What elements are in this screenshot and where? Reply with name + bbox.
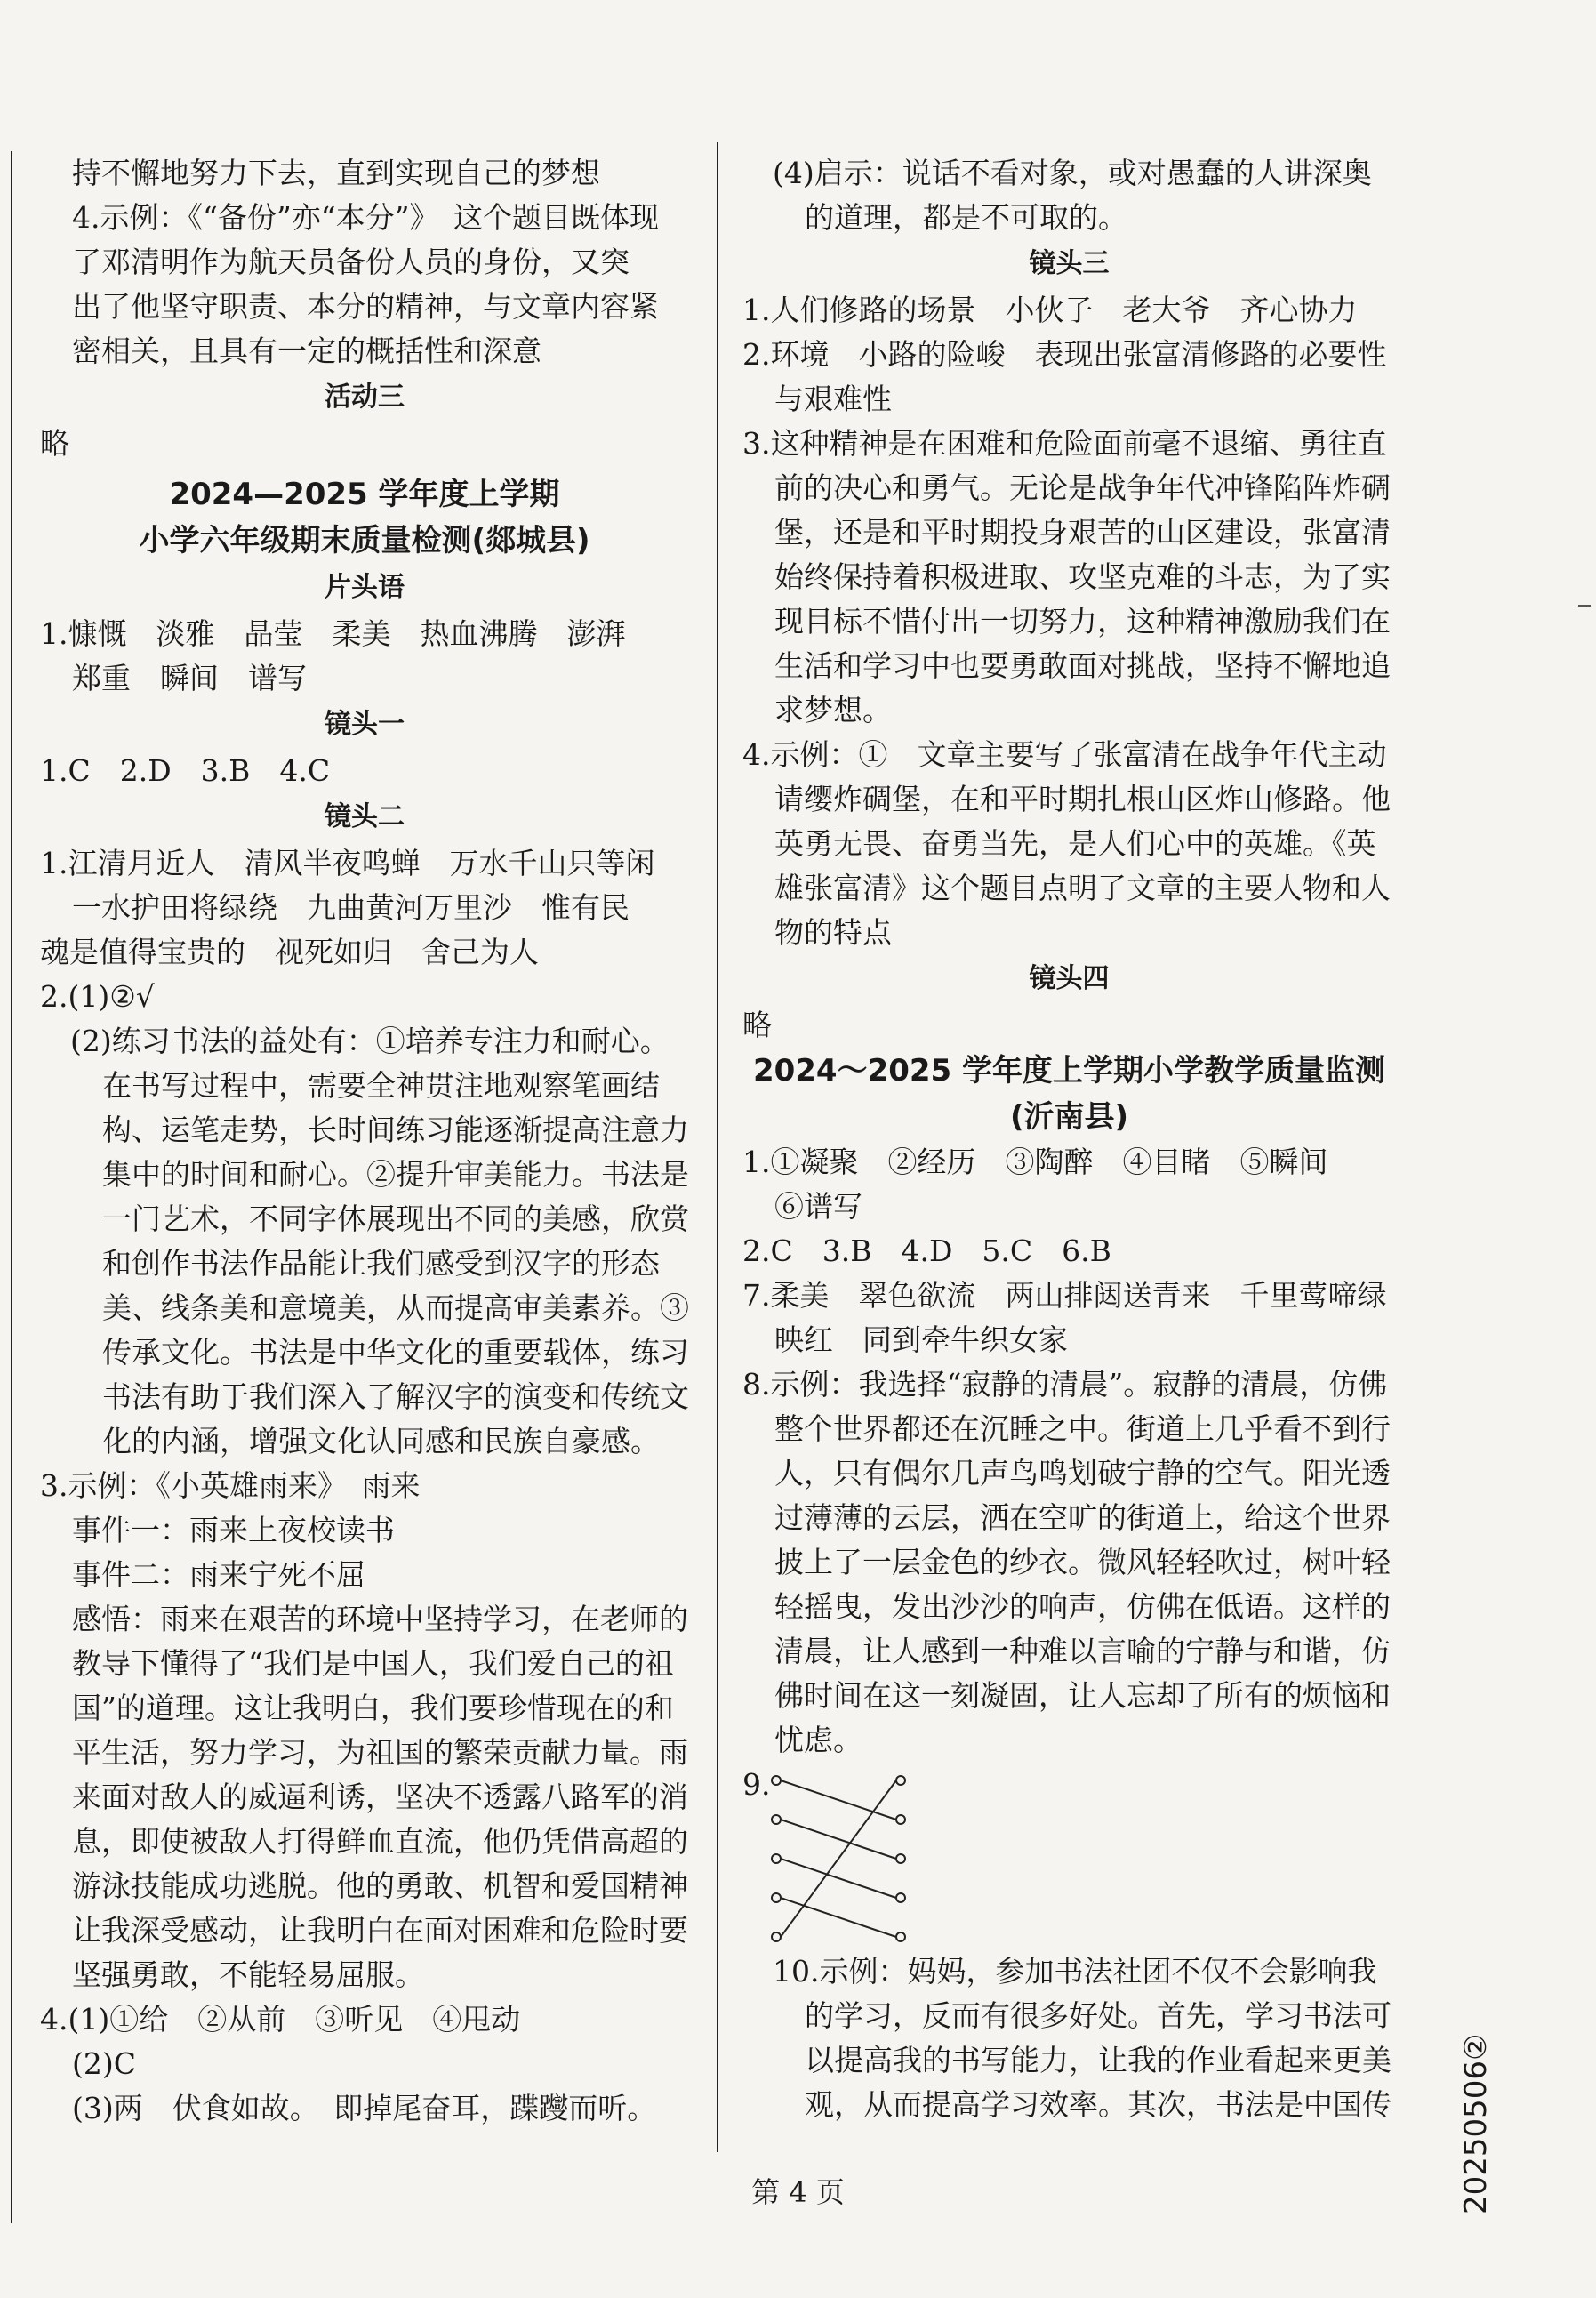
answer-line: 郑重 瞬间 谱写 bbox=[72, 661, 307, 695]
omitted-answer: 略 bbox=[40, 426, 69, 461]
answer-paragraph: 8.示例：我选择“寂静的清晨”。寂静的清晨，仿佛整个世界都还在沉睡之中。街道上几乎看不到行人，只有偶尔几声鸟鸣划破宁静的空气。阳光透过薄薄的云层，洒在空旷的街道上，给这个世界披上了一层金色的纱衣。微风轻轻吹过，树叶轻轻摇曳，发出沙沙的响声，仿佛在低语。这样的清晨，让人感到一种难以言喻的宁静与和谐，仿佛时间在这一刻凝固，让人忘却了所有的烦恼和忧虑。 bbox=[742, 1367, 1391, 1757]
answer-paragraph: 4.示例：① 文章主要写了张富清在战争年代主动请缨炸碉堡，在和平时期扎根山区炸山修路。他英勇无畏、奋勇当先，是人们心中的英雄。《英雄张富清》这个题目点明了文章的主要人物和人物的特点 bbox=[742, 737, 1391, 950]
right-dot-5 bbox=[896, 1932, 905, 1941]
left-margin-line bbox=[11, 151, 12, 2223]
text-line: 了邓清明作为航天员备份人员的身份，又突 bbox=[72, 245, 630, 279]
side-code bbox=[1449, 1957, 1503, 2223]
right-dot-4 bbox=[896, 1893, 905, 1902]
answer-paragraph: 7.柔美 翠色欲流 两山排闼送青来 千里莺啼绿映红 同到牵牛织女家 bbox=[742, 1278, 1387, 1357]
answer-line: 3.示例：《小英雄雨来》 雨来 bbox=[40, 1468, 421, 1503]
answer-line: 2.(1)②√ bbox=[40, 979, 155, 1014]
match-line-2 bbox=[781, 1820, 896, 1859]
section-heading-activity3: 活动三 bbox=[325, 382, 405, 413]
answer-line: 4.(1)①给 ②从前 ③听见 ④甩动 bbox=[40, 2002, 521, 2037]
match-line-1 bbox=[781, 1780, 896, 1820]
answer-line: (2)C bbox=[72, 2046, 136, 2081]
text-line: 出了他坚守职责、本分的精神，与文章内容紧 bbox=[72, 289, 659, 324]
section-heading-shot3: 镜头三 bbox=[1029, 248, 1110, 279]
column-divider bbox=[717, 142, 718, 2152]
edge-mark bbox=[1578, 605, 1591, 607]
answer-line: 魂是值得宝贵的 视死如归 舍己为人 bbox=[40, 935, 539, 969]
answer-paragraph: 3.这种精神是在困难和危险面前毫不退缩、勇往直前的决心和勇气。无论是战争年代冲锋陷阵炸碉堡，还是和平时期投身艰苦的山区建设，张富清始终保持着积极进取、攻坚克难的斗志，为了实现目标不惜付出一切努力，这种精神激励我们在生活和学习中也要勇敢面对挑战，坚持不懈地追求梦想。 bbox=[742, 426, 1391, 727]
exam-title-line1: 2024—2025 学年度上学期 bbox=[169, 477, 560, 512]
question-number: 9. bbox=[742, 1767, 771, 1802]
answer-line: 事件一：雨来上夜校读书 bbox=[72, 1513, 395, 1547]
page-number: 第 4 页 bbox=[751, 2175, 845, 2209]
answer-paragraph: (4)启示：说话不看对象，或对愚蠢的人讲深奥的道理，都是不可取的。 bbox=[773, 156, 1372, 235]
right-dot-2 bbox=[896, 1815, 905, 1824]
matching-lines bbox=[769, 1773, 911, 1951]
side-code-text: 20250506② bbox=[1458, 2033, 1494, 2214]
left-dot-5 bbox=[772, 1932, 781, 1941]
answer-line: 1.人们修路的场景 小伙子 老大爷 齐心协力 bbox=[742, 293, 1358, 327]
answer-line: 1.C 2.D 3.B 4.C bbox=[40, 753, 331, 788]
left-dot-4 bbox=[772, 1893, 781, 1902]
right-column bbox=[742, 151, 1396, 2127]
match-line-3 bbox=[781, 1859, 896, 1898]
section-heading-shot4: 镜头四 bbox=[1029, 963, 1110, 994]
left-dot-1 bbox=[772, 1776, 781, 1785]
answer-paragraph: 2.环境 小路的险峻 表现出张富清修路的必要性与艰难性 bbox=[742, 337, 1387, 416]
exam-title-line2: 小学六年级期末质量检测(郯城县) bbox=[139, 523, 590, 558]
answer-line: 一水护田将绿绕 九曲黄河万里沙 惟有民 bbox=[72, 890, 630, 925]
answer-paragraph: 10.示例：妈妈，参加书法社团不仅不会影响我的学习，反而有很多好处。首先，学习书法可以提高我的书写能力，让我的作业看起来更美观，从而提高学习效率。其次，书法是中国传 bbox=[773, 1954, 1391, 2122]
section-heading-shot1: 镜头一 bbox=[325, 709, 405, 740]
section-heading-shot2: 镜头二 bbox=[325, 801, 405, 832]
exam-title-line2: (沂南县) bbox=[1009, 1099, 1129, 1135]
text-line: 4.示例：《“备份”亦“本分”》 这个题目既体现 bbox=[72, 200, 659, 235]
answer-line: (3)两 伏食如故。 即掉尾奋耳，蹀躞而听。 bbox=[72, 2091, 657, 2125]
answer-line: 2.C 3.B 4.D 5.C 6.B bbox=[742, 1233, 1111, 1268]
answer-paragraph: (2)练习书法的益处有：①培养专注力和耐心。在书写过程中，需要全神贯注地观察笔画结构、运笔走势，长时间练习能逐渐提高注意力集中的时间和耐心。②提升审美能力。书法是一门艺术，不同字体展现出不同的美感，欣赏和创作书法作品能让我们感受到汉字的形态美、线条美和意境美，从而提高审美素养。③传承文化。书法是中华文化的重要载体，练习书法有助于我们深入了解汉字的演变和传统文化的内涵，增强文化认同感和民族自豪感。 bbox=[70, 1024, 689, 1458]
right-dot-1 bbox=[896, 1776, 905, 1785]
answer-line: 1.慷慨 淡雅 晶莹 柔美 热血沸腾 澎湃 bbox=[40, 616, 626, 651]
omitted-answer: 略 bbox=[742, 1008, 772, 1042]
answer-paragraph: 感悟：雨来在艰苦的环境中坚持学习，在老师的教导下懂得了“我们是中国人，我们爱自己的祖国”的道理。这让我明白，我们要珍惜现在的和平生活，努力学习，为祖国的繁荣贡献力量。雨来面对敌人的威逼利诱，坚决不透露八路军的消息，即使被敌人打得鲜血直流，他仍凭借高超的游泳技能成功逃脱。他的勇敢、机智和爱国精神让我深受感动，让我明白在面对困难和危险时要坚强勇敢，不能轻易屈服。 bbox=[72, 1602, 688, 1992]
left-dot-3 bbox=[772, 1854, 781, 1863]
right-dot-3 bbox=[896, 1854, 905, 1863]
match-line-4 bbox=[781, 1898, 896, 1937]
left-column bbox=[40, 151, 689, 2131]
answer-line: 事件二：雨来宁死不屈 bbox=[72, 1557, 365, 1592]
exam-title-line1: 2024～2025 学年度上学期小学教学质量监测 bbox=[752, 1053, 1386, 1089]
text-line: 持不懈地努力下去，直到实现自己的梦想 bbox=[72, 156, 600, 190]
left-dot-2 bbox=[772, 1815, 781, 1824]
matching-diagram bbox=[742, 1763, 1396, 1949]
answer-line: 1.①凝聚 ②经历 ③陶醉 ④目睹 ⑤瞬间 bbox=[742, 1145, 1328, 1179]
answer-line: 1.江清月近人 清风半夜鸣蝉 万水千山只等闲 bbox=[40, 846, 655, 880]
answer-line: ⑥谱写 bbox=[774, 1189, 862, 1224]
section-heading-intro: 片头语 bbox=[325, 572, 405, 603]
text-line: 密相关，且具有一定的概括性和深意 bbox=[72, 333, 541, 368]
match-line-5 bbox=[781, 1780, 896, 1937]
